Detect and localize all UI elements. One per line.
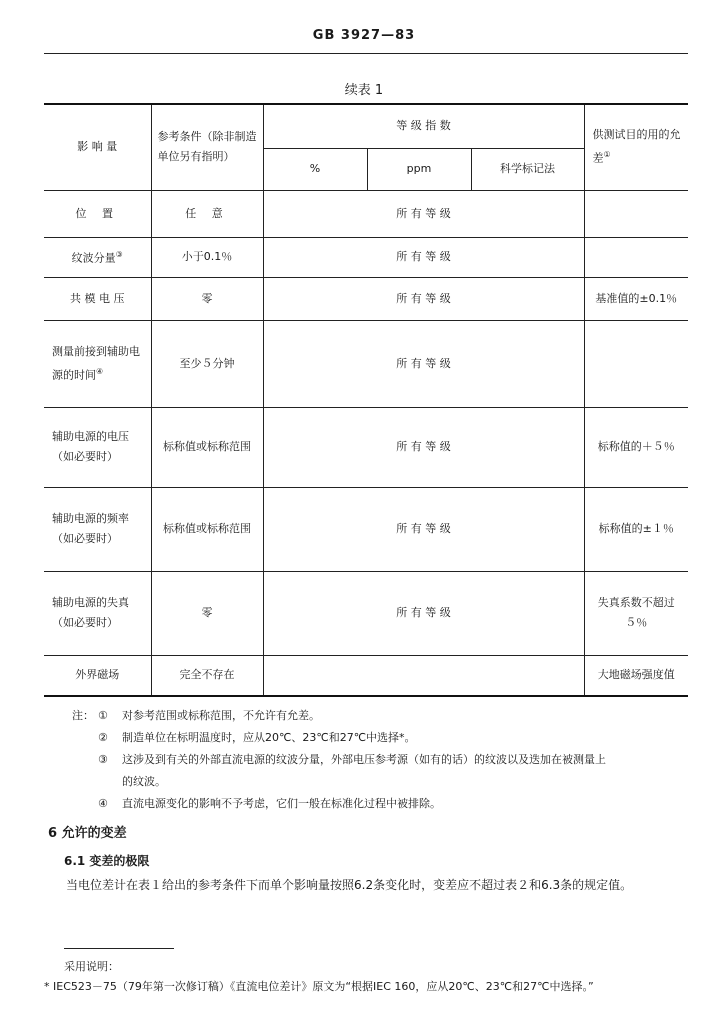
header-tolerance: 供测试目的用的允差① <box>584 104 688 190</box>
footnote-rule <box>64 948 174 949</box>
row-tolerance <box>584 320 688 407</box>
header-percent: % <box>263 148 367 190</box>
row-tolerance <box>584 237 688 277</box>
row-tolerance: 标称值的±１％ <box>584 487 688 571</box>
table-row <box>44 277 688 320</box>
row-grade <box>263 655 584 696</box>
row-influence: 纹波分量③ <box>44 237 151 277</box>
section-heading: 6 允许的变差 <box>48 826 127 841</box>
row-grade: 所 有 等 级 <box>263 320 584 407</box>
footnote-title: 采用说明： <box>64 960 119 973</box>
note-item: ④ 直流电源变化的影响不予考虑，它们一般在标准化过程中被排除。 <box>98 797 441 810</box>
row-grade: 所 有 等 级 <box>263 237 584 277</box>
row-reference: 完全不存在 <box>151 655 263 696</box>
row-reference: 零 <box>151 277 263 320</box>
table-row <box>44 655 688 696</box>
header-reference: 参考条件（除非制造单位另有指明） <box>151 104 263 190</box>
note-continuation: 的纹波。 <box>122 775 166 788</box>
spec-table <box>44 103 688 697</box>
body-paragraph: 当电位差计在表１给出的参考条件下而单个影响量按照6.2条变化时，变差应不超过表２和6.3条的规定值。 <box>66 878 633 892</box>
row-tolerance: 失真系数不超过５％ <box>584 571 688 655</box>
standard-code: GB 3927—83 <box>312 28 416 43</box>
table-notes <box>72 705 688 815</box>
row-influence: 外界磁场 <box>44 655 151 696</box>
header-rule <box>44 53 688 54</box>
subsection-heading: 6.1 变差的极限 <box>64 854 150 868</box>
table-row <box>44 190 688 237</box>
row-influence: 辅助电源的频率（如必要时） <box>44 487 151 571</box>
row-tolerance: 基准值的±0.1％ <box>584 277 688 320</box>
row-influence: 测量前接到辅助电源的时间④ <box>44 320 151 407</box>
row-reference: 任 意 <box>151 190 263 237</box>
table-row <box>44 487 688 571</box>
row-tolerance <box>584 190 688 237</box>
note-item: ② 制造单位在标明温度时，应从20℃、23℃和27℃中选择*。 <box>98 731 416 744</box>
row-grade: 所 有 等 级 <box>263 277 584 320</box>
row-reference: 标称值或标称范围 <box>151 487 263 571</box>
row-influence: 辅助电源的失真（如必要时） <box>44 571 151 655</box>
row-tolerance: 标称值的＋５％ <box>584 407 688 487</box>
table-row <box>44 237 688 277</box>
row-influence: 位 置 <box>44 190 151 237</box>
table-row <box>44 407 688 487</box>
row-grade: 所 有 等 级 <box>263 487 584 571</box>
row-reference: 标称值或标称范围 <box>151 407 263 487</box>
notes-label: 注： <box>72 709 94 722</box>
row-influence: 辅助电源的电压（如必要时） <box>44 407 151 487</box>
table-caption: 续表 1 <box>344 83 384 98</box>
row-reference: 零 <box>151 571 263 655</box>
note-item: ③ 这涉及到有关的外部直流电源的纹波分量，外部电压参考源（如有的话）的纹波以及迭加在被测量上 <box>98 753 606 766</box>
row-grade: 所 有 等 级 <box>263 407 584 487</box>
row-influence: 共 模 电 压 <box>44 277 151 320</box>
row-reference: 小于0.1％ <box>151 237 263 277</box>
table-row <box>44 571 688 655</box>
row-grade: 所 有 等 级 <box>263 190 584 237</box>
footnote-text: * IEC523－75（79年第一次修订稿）《直流电位差计》原文为“根据IEC 160，应从20℃、23℃和27℃中选择。” <box>44 980 594 993</box>
table-row <box>44 320 688 407</box>
header-ppm: ppm <box>367 148 471 190</box>
row-grade: 所 有 等 级 <box>263 571 584 655</box>
note-item: 注： ① 对参考范围或标称范围，不允许有允差。 <box>72 705 688 727</box>
table-header-row <box>44 104 688 148</box>
header-grade-index: 等 级 指 数 <box>263 104 584 148</box>
header-sci: 科学标记法 <box>471 148 584 190</box>
header-influence: 影 响 量 <box>44 104 151 190</box>
row-tolerance: 大地磁场强度值 <box>584 655 688 696</box>
row-reference: 至少５分钟 <box>151 320 263 407</box>
